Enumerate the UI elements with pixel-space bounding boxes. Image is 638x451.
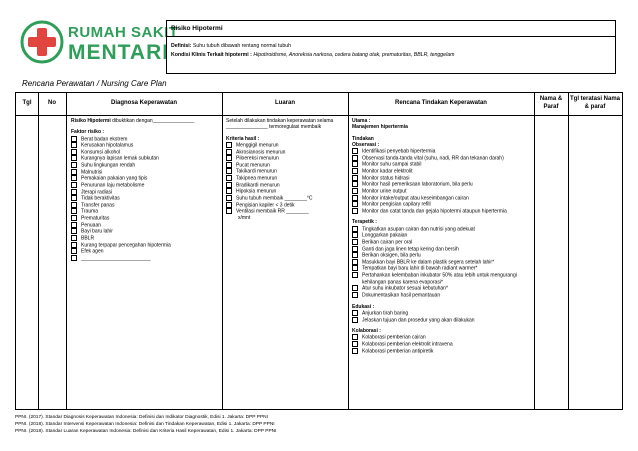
logo-text-line1: RUMAH SAKIT: [68, 24, 179, 41]
reference-line: PPNI. (2018). Standar Luaran Keperawatan Indonesia: Definisi dan Kriteria Hasil Keperawatan, Edisi 1. Jakarta: DPP PPNI: [15, 429, 277, 434]
checklist-item: [352, 239, 532, 246]
checklist-item-label: Pemakaian pakaian yang tipis: [81, 175, 148, 182]
checklist-item-label: Pertahankan kelembaban inkubator 50% atau lebih untuk mengurangi: [362, 272, 517, 279]
checklist-item: [71, 169, 221, 176]
checklist-item: [226, 188, 346, 195]
checklist-item-label: Konsumsi alkohol: [81, 149, 121, 156]
checklist-item-label: Monitor urine output: [362, 188, 407, 195]
checklist-item-label: Tempatkan bayi baru lahir di bawah radiant warmer*: [362, 265, 478, 272]
checkbox-icon[interactable]: [71, 235, 77, 241]
col-header-nama-paraf: Nama & Paraf: [539, 96, 563, 110]
kolaborasi-label: Kolaborasi :: [352, 328, 381, 335]
checkbox-icon[interactable]: [226, 208, 232, 214]
checklist-item-label: Monitor kadar elektrolit: [362, 168, 413, 175]
checklist-item-label: Bayi baru lahir: [81, 228, 113, 235]
checklist-item-label: Akrosianosis menurun: [236, 148, 286, 155]
col-divider: [568, 93, 569, 409]
checklist-item: [71, 208, 221, 215]
checkbox-icon[interactable]: [71, 189, 77, 195]
checklist-item-label: Malnutrisi: [81, 169, 103, 176]
checkbox-icon[interactable]: [352, 232, 358, 238]
checkbox-icon[interactable]: [71, 248, 77, 254]
kondisi-text: Hipotiroidisme, Anoreksia narkosa, cedera batang otak, prematuritas, BBLR, tenggelam: [253, 52, 455, 58]
checklist-item-label: Penurunan laju metabolisme: [81, 182, 145, 189]
checkbox-icon[interactable]: [352, 272, 358, 278]
checklist-item-label: Takipnea menurun: [236, 175, 278, 182]
faktor-risiko-list: [71, 136, 221, 262]
checklist-item-label: Tingkatkan asupan cairan dan nutrisi yang adekuat: [362, 226, 475, 233]
checklist-item: [352, 285, 532, 292]
checklist-item: [352, 279, 532, 286]
checklist-item-label: _________________________: [81, 255, 151, 262]
checkbox-icon[interactable]: [352, 195, 358, 201]
luaran-intro: Setelah dilakukan tindakan keperawatan selama _______________ termoregulasi membaik: [226, 118, 334, 131]
checkbox-icon[interactable]: [352, 175, 358, 181]
checkbox-icon[interactable]: [71, 175, 77, 181]
references-footer: [15, 414, 575, 435]
checklist-item-label: Suhu tubuh membaik ________°C: [236, 195, 313, 202]
checklist-item-label: Dokumentasikan hasil pemantauan: [362, 292, 441, 299]
checkbox-icon[interactable]: [352, 348, 358, 354]
checklist-item: [71, 189, 221, 196]
checkbox-icon[interactable]: [352, 155, 358, 161]
definisi-label: Definisi:: [171, 43, 192, 49]
checkbox-icon[interactable]: [71, 228, 77, 234]
checklist-item: [352, 161, 532, 168]
checkbox-icon[interactable]: [352, 239, 358, 245]
checkbox-icon[interactable]: [352, 285, 358, 291]
checklist-item: [71, 142, 221, 149]
col-divider: [66, 93, 67, 409]
checklist-item: [226, 202, 346, 209]
checklist-item: [352, 232, 532, 239]
checklist-item-label: Efek agen: [81, 248, 104, 255]
kolaborasi-list: [352, 334, 532, 354]
checklist-item-label: BBLR: [81, 235, 95, 242]
kriteria-hasil-list: [226, 142, 346, 215]
checklist-item-label: Observasi tanda-tanda vital (suhu, nadi, RR dan tekanan darah): [362, 155, 504, 162]
checklist-item: [226, 175, 346, 182]
checkbox-icon[interactable]: [352, 188, 358, 194]
checklist-item: [71, 155, 221, 162]
checklist-item-label: Kolaborasi pemberian cairan: [362, 334, 426, 341]
utama-label: Utama :: [352, 118, 371, 124]
checklist-item: [226, 208, 346, 215]
care-plan-table: [15, 92, 623, 410]
checklist-item-label: Bradikardi menurun: [236, 181, 280, 188]
checkbox-icon[interactable]: [352, 208, 358, 214]
checklist-item-label: Berikan cairan per oral: [362, 239, 413, 246]
checklist-item: [71, 248, 221, 255]
checklist-item: [71, 175, 221, 182]
checklist-item-label: Jelaskan tujuan dan prosedur yang akan dilakukan: [362, 316, 475, 323]
checklist-item-label: Longgarkan pakaian: [362, 232, 408, 239]
checkbox-icon[interactable]: [352, 334, 358, 340]
checkbox-icon[interactable]: [71, 208, 77, 214]
checkbox-icon[interactable]: [71, 136, 77, 142]
col-header-no: No: [48, 100, 56, 106]
checklist-item: [352, 259, 532, 266]
luaran-tail: x/mnt: [238, 214, 251, 221]
checklist-item-label: Anjurkan tirah baring: [362, 310, 409, 317]
checklist-item-label: Jterapi radiasi: [81, 188, 113, 195]
observasi-list: [352, 148, 532, 214]
checklist-item: [71, 215, 221, 222]
checklist-item-label: Hipoksia menurun: [236, 188, 277, 195]
page-subtitle: Rencana Perawatan / Nursing Care Plan: [22, 79, 167, 88]
checkbox-icon[interactable]: [71, 169, 77, 175]
checklist-item: [71, 182, 221, 189]
checkbox-icon[interactable]: [352, 226, 358, 232]
diagnosa-title: Risiko Hipotermi: [71, 118, 111, 124]
terapetik-list: [352, 226, 532, 299]
checklist-item: [352, 208, 532, 215]
terapetik-label: Terapetik :: [352, 219, 377, 226]
checklist-item-label: Ventilasi membaik RR ________: [236, 208, 309, 215]
checkbox-icon[interactable]: [352, 148, 358, 154]
checklist-item: [352, 246, 532, 253]
checkbox-icon[interactable]: [71, 142, 77, 148]
observasi-label: Observasi :: [352, 141, 380, 148]
checklist-item-label: Monitor pengisian capilary refill: [362, 201, 431, 208]
checkbox-icon[interactable]: [352, 259, 358, 265]
col-divider: [534, 93, 535, 409]
checklist-item-label: Monitor intake/output atau keseimbangan cairan: [362, 194, 469, 201]
checklist-item: [352, 252, 532, 259]
checklist-item: [352, 168, 532, 175]
checkbox-icon[interactable]: [226, 195, 232, 201]
diagnosa-cell: [71, 118, 221, 261]
checkbox-icon[interactable]: [352, 181, 358, 187]
checklist-item-label: Pengisian kapiler < 3 detik: [236, 201, 295, 208]
col-header-tgl: Tgl: [22, 100, 32, 106]
checklist-item: [352, 334, 532, 341]
checklist-item: [71, 228, 221, 235]
checklist-item-label: Piloereksi menurun: [236, 155, 279, 162]
col-header-diagnosa: Diagnosa Keperawatan: [110, 100, 178, 106]
checklist-item-label: Penuaan: [81, 222, 102, 229]
checkbox-icon[interactable]: [352, 161, 358, 167]
checkbox-icon[interactable]: [352, 201, 358, 207]
checklist-item-label: Identifikasi penyebab hipertermia: [362, 148, 436, 155]
medical-cross-icon: [20, 20, 64, 64]
checklist-item-label: Prematuritas: [81, 215, 110, 222]
checklist-item: [352, 310, 532, 317]
checklist-item-label: Berikan oksigen, bila perlu: [362, 252, 421, 259]
checklist-item: [352, 201, 532, 208]
checklist-item: [226, 142, 346, 149]
checkbox-icon[interactable]: [226, 149, 232, 155]
col-divider: [38, 93, 39, 409]
utama-value: Manajemen hipertermia: [352, 124, 408, 131]
checklist-item: [226, 162, 346, 169]
checklist-item: [352, 188, 532, 195]
checklist-item: [71, 235, 221, 242]
header-divider: [16, 115, 622, 116]
checklist-item: [352, 317, 532, 324]
kondisi-label: Kondisi Klinis Terkait hipotermi :: [171, 52, 252, 58]
checklist-item-label: Kolaborasi pemberian antipiretik: [362, 348, 434, 355]
checklist-item-label: Monitor status hidrasi: [362, 175, 410, 182]
checklist-item: [226, 149, 346, 156]
checklist-item-label: Kolaborasi pemberian elektrolit intravena: [362, 341, 453, 348]
rencana-cell: [352, 118, 532, 354]
definisi-text: Suhu tubuh dibawah rentang normal tubuh: [192, 43, 291, 49]
checklist-item-label: kehilangan panas karena evaporasi*: [362, 279, 443, 286]
checklist-item: [71, 162, 221, 169]
checklist-item-label: Monitor dan catat tanda dan gejala hipotermi ataupun hipertermia: [362, 208, 507, 215]
diagnosa-title-rest: dibuktikan dengan_______________: [112, 118, 195, 124]
checkbox-icon[interactable]: [71, 255, 77, 261]
col-divider: [222, 93, 223, 409]
checklist-item: [352, 148, 532, 155]
kriteria-label: Kriteria hasil :: [226, 135, 260, 142]
hospital-logo: [20, 20, 179, 66]
header-definition: [171, 43, 611, 59]
edukasi-label: Edukasi :: [352, 303, 375, 310]
checklist-item-label: Berat badan ekstrem: [81, 135, 128, 142]
checkbox-icon[interactable]: [71, 222, 77, 228]
checklist-item-label: Kurang terpapar pencegahan hipotermia: [81, 241, 171, 248]
checkbox-icon[interactable]: [226, 175, 232, 181]
checklist-item: [71, 242, 221, 249]
checkbox-icon[interactable]: [226, 188, 232, 194]
checklist-item-label: Monitor hasil pemeriksaan laboratorium, bila perlu: [362, 181, 473, 188]
checklist-item: [352, 155, 532, 162]
checklist-item-label: Trauma: [81, 208, 99, 215]
checkbox-icon[interactable]: [226, 155, 232, 161]
reference-line: PPNI. (2017). Standar Diagnosis Keperawatan Indonesia: Definisi dan Indikator Diagnostik, Edisi 1. Jakarta: DPP PPNI: [15, 415, 268, 420]
checkbox-icon[interactable]: [226, 202, 232, 208]
checkbox-icon[interactable]: [226, 182, 232, 188]
tindakan-label: Tindakan: [352, 135, 374, 142]
luaran-cell: [226, 118, 346, 221]
checklist-item-label: Transfer panas: [81, 202, 115, 209]
checkbox-icon[interactable]: [352, 341, 358, 347]
checkbox-icon[interactable]: [71, 202, 77, 208]
checklist-item-label: Ganti dan jaga linen tetap kering dan bersih: [362, 245, 459, 252]
checkbox-icon[interactable]: [226, 162, 232, 168]
diagnosis-header-box: [166, 20, 616, 74]
checklist-item: [71, 149, 221, 156]
checklist-item: [352, 265, 532, 272]
checkbox-icon[interactable]: [352, 265, 358, 271]
edukasi-list: [352, 310, 532, 323]
checklist-item-label: Suhu lingkungan rendah: [81, 162, 136, 169]
checkbox-icon[interactable]: [352, 246, 358, 252]
checklist-item: [71, 222, 221, 229]
checklist-item: [352, 195, 532, 202]
col-header-rencana: Rencana Tindakan Keperawatan: [395, 100, 487, 106]
checklist-item: [352, 341, 532, 348]
checklist-item-label: Monitor suhu sampai stabil: [362, 161, 422, 168]
checklist-item-label: Kurangnya lapisan lemak subkutan: [81, 155, 159, 162]
checkbox-icon[interactable]: [71, 215, 77, 221]
checkbox-icon[interactable]: [71, 162, 77, 168]
checklist-item: [226, 155, 346, 162]
checkbox-icon[interactable]: [71, 149, 77, 155]
checklist-item: [71, 195, 221, 202]
checklist-item: [71, 202, 221, 209]
col-header-tgl-teratasi: Tgl teratasi Nama & paraf: [569, 96, 621, 110]
reference-line: PPNI. (2018). Standar Intervensi Keperawatan Indonesia: Definisi dan Tindakan Keperawatan, Edisi 1. Jakarta: DPP PPNI: [15, 422, 275, 427]
checklist-item: [352, 292, 532, 299]
checkbox-icon[interactable]: [352, 310, 358, 316]
checklist-item-label: Masukkan bayi BBLR ke dalam plastik segera setelah lahir*: [362, 259, 495, 266]
checkbox-icon[interactable]: [71, 182, 77, 188]
checkbox-icon[interactable]: [352, 168, 358, 174]
checklist-item: [352, 181, 532, 188]
checklist-item-label: Kerusakan hipotalamus: [81, 142, 134, 149]
checklist-item: [226, 195, 346, 202]
checkbox-icon[interactable]: [352, 292, 358, 298]
checklist-item-label: Takikardi menurun: [236, 168, 277, 175]
checklist-item: [226, 182, 346, 189]
header-title: Risiko Hipotermi: [167, 21, 615, 37]
checklist-item: [71, 255, 221, 262]
checklist-item-label: Atur suhu inkubator sesuai kebutuhan*: [362, 285, 448, 292]
checklist-item-label: Tidak beraktivitas: [81, 195, 120, 202]
checkbox-icon[interactable]: [71, 242, 77, 248]
col-divider: [348, 93, 349, 409]
checklist-item: [226, 168, 346, 175]
logo-text-line2: MENTARI: [68, 41, 170, 64]
checklist-item: [352, 272, 532, 279]
checklist-item: [71, 136, 221, 143]
checklist-item: [352, 175, 532, 182]
checkbox-icon[interactable]: [352, 317, 358, 323]
checklist-item: [352, 348, 532, 355]
checkbox-icon[interactable]: [71, 195, 77, 201]
checkbox-icon[interactable]: [352, 252, 358, 258]
checkbox-icon[interactable]: [226, 142, 232, 148]
checkbox-icon[interactable]: [226, 168, 232, 174]
checkbox-icon[interactable]: [71, 155, 77, 161]
checklist-item-label: Menggigil menurun: [236, 142, 279, 149]
faktor-label: Faktor risiko :: [71, 129, 105, 136]
checklist-item-label: Pucat menurun: [236, 162, 270, 169]
col-header-luaran: Luaran: [274, 100, 295, 106]
checklist-item: [352, 226, 532, 233]
